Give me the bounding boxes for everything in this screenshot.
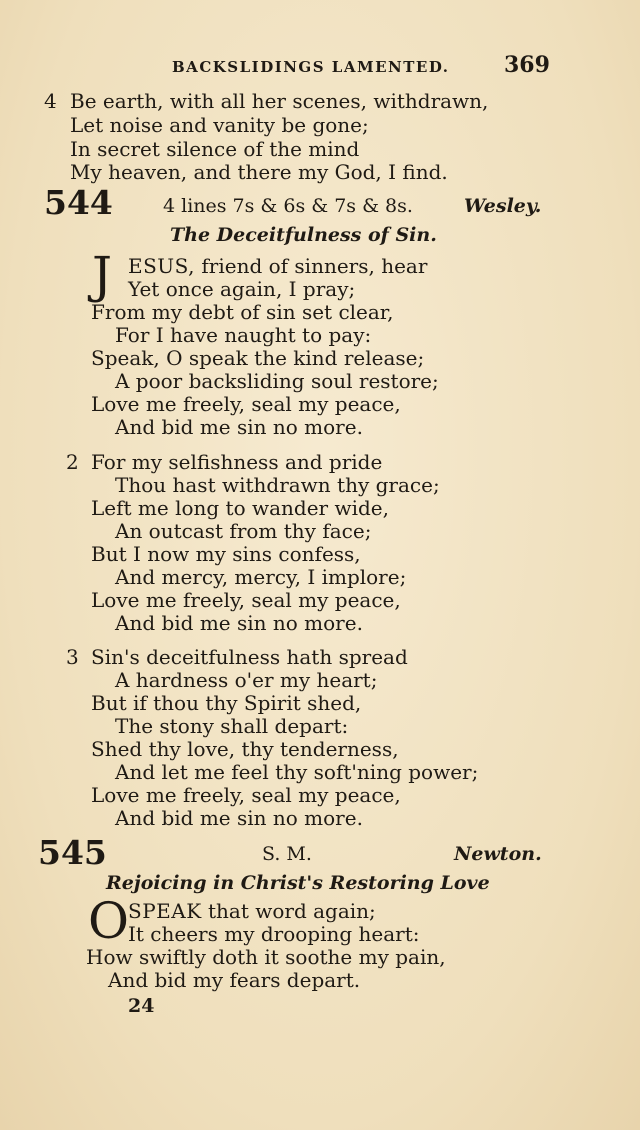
running-header: BACKSLIDINGS LAMENTED. [172, 58, 450, 76]
verse-line: But if thou thy Spirit shed, [91, 691, 362, 715]
verse-line: In secret silence of the mind [70, 137, 360, 161]
verse-line: An outcast from thy face; [115, 519, 372, 543]
verse-line: And let me feel thy soft'ning power; [115, 760, 479, 784]
verse-line: Love me freely, seal my peace, [91, 588, 401, 612]
verse-first-line [128, 255, 427, 277]
hymn-number: 545 [38, 833, 107, 872]
verse-line: Thou hast withdrawn thy grace; [115, 473, 440, 497]
verse-first-line [128, 900, 376, 922]
hymn-title: The Deceitfulness of Sin. [170, 224, 437, 246]
verse-number: 3 [66, 645, 79, 669]
first-line-rest: friend of sinners, hear [195, 254, 428, 278]
verse-line: A poor backsliding soul restore; [115, 369, 439, 393]
verse-line: Left me long to wander wide, [91, 496, 389, 520]
first-word-caps: ESUS, [128, 254, 196, 278]
verse-line: And bid my fears depart. [108, 968, 361, 992]
verse-line: It cheers my drooping heart: [128, 922, 420, 946]
verse-line: A hardness o'er my heart; [115, 668, 378, 692]
first-line-rest: that word again; [201, 899, 376, 923]
verse-line: Let noise and vanity be gone; [70, 113, 369, 137]
hymn-meter: S. M. [262, 843, 312, 865]
drop-cap: J [92, 246, 113, 304]
verse-line: Love me freely, seal my peace, [91, 783, 401, 807]
verse-line: Shed thy love, thy tenderness, [91, 737, 399, 761]
verse-line: Be earth, with all her scenes, withdrawn, [70, 89, 489, 113]
verse-line: Speak, O speak the kind release; [91, 346, 425, 370]
hymn-title: Rejoicing in Christ's Restoring Love [106, 872, 490, 894]
verse-number: 4 [44, 89, 57, 113]
page-number: 369 [504, 52, 550, 78]
verse-line: Yet once again, I pray; [128, 277, 356, 301]
verse-number: 2 [66, 450, 79, 474]
verse-line: My heaven, and there my God, I find. [70, 160, 448, 184]
hymn-author: Newton. [454, 843, 542, 865]
verse-line: And bid me sin no more. [115, 611, 363, 635]
hymn-number: 544 [44, 183, 113, 222]
verse-line: From my debt of sin set clear, [91, 300, 394, 324]
verse-line: But I now my sins confess, [91, 542, 361, 566]
drop-cap: O [88, 892, 129, 950]
verse-line: How swiftly doth it soothe my pain, [86, 945, 446, 969]
verse-line: Love me freely, seal my peace, [91, 392, 401, 416]
verse-line: Sin's deceitfulness hath spread [91, 645, 408, 669]
verse-line: And mercy, mercy, I implore; [115, 565, 407, 589]
hymn-meter: 4 lines 7s & 6s & 7s & 8s. [163, 195, 413, 217]
hymn-author: Wesley. [464, 195, 542, 217]
verse-line: And bid me sin no more. [115, 806, 363, 830]
verse-line: For my selfishness and pride [91, 450, 383, 474]
verse-line: For I have naught to pay: [115, 323, 372, 347]
signature-mark: 24 [128, 995, 155, 1017]
verse-line: And bid me sin no more. [115, 415, 363, 439]
verse-line: The stony shall depart: [115, 714, 349, 738]
first-word-caps: SPEAK [128, 899, 202, 923]
